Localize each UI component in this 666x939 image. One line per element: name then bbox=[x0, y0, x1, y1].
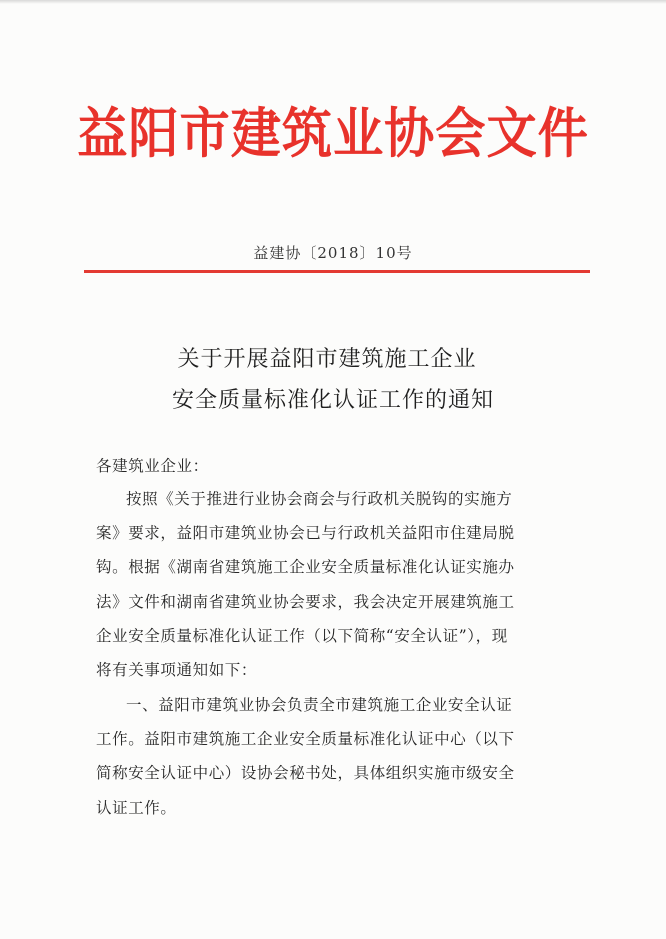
body-line: 企业安全质量标准化认证工作（以下简称“安全认证”），现 bbox=[96, 627, 508, 645]
document-title-line-1: 关于开展益阳市建筑施工企业 bbox=[177, 347, 477, 372]
scan-shadow bbox=[0, 0, 666, 4]
body-line: 法》文件和湖南省建筑业协会要求，我会决定开展建筑施工 bbox=[96, 593, 515, 611]
document-number: 益建协〔2018〕10号 bbox=[253, 244, 413, 262]
body-line: 案》要求，益阳市建筑业协会已与行政机关益阳市住建局脱 bbox=[96, 524, 515, 542]
body-line: 按照《关于推进行业协会商会与行政机关脱钩的实施方 bbox=[126, 490, 513, 508]
body-line: 钩。根据《湖南省建筑施工企业安全质量标准化认证实施办 bbox=[96, 558, 515, 576]
body-line: 认证工作。 bbox=[96, 799, 177, 817]
body-line: 将有关事项通知如下： bbox=[96, 661, 258, 679]
body-line: 一、益阳市建筑业协会负责全市建筑施工企业安全认证 bbox=[126, 696, 513, 714]
red-divider-line bbox=[84, 270, 590, 273]
document-title-line-2: 安全质量标准化认证工作的通知 bbox=[171, 388, 494, 413]
body-line: 简称安全认证中心）设协会秘书处，具体组织实施市级安全 bbox=[96, 764, 515, 782]
body-line: 工作。益阳市建筑施工企业安全质量标准化认证中心（以下 bbox=[96, 730, 515, 748]
document-header: 益阳市建筑业协会文件 bbox=[77, 101, 589, 165]
salutation: 各建筑业企业： bbox=[96, 457, 209, 475]
